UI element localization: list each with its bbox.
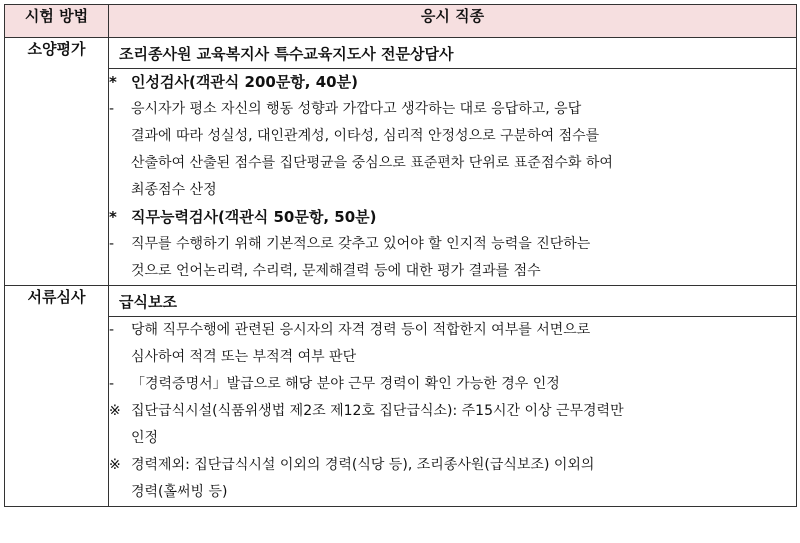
- aptitude-detail: [109, 69, 797, 286]
- dash: -: [109, 236, 115, 252]
- list-item-text: 당해 직무수행에 관련된 응시자의 자격 경력 등이 적합한지 여부를 서면으로 심사하여 적격 또는 부적격 여부 판단: [131, 322, 591, 365]
- dash: -: [109, 101, 115, 117]
- bullet: *: [109, 73, 117, 91]
- competency-test-title: [109, 204, 796, 231]
- note-item: [109, 398, 796, 452]
- competency-test-desc: [109, 231, 796, 285]
- documents-jobs: 급식보조: [109, 286, 797, 317]
- personality-test-desc: [109, 96, 796, 204]
- note-text: 경력제외: 집단급식시설 이외의 경력(식당 등), 조리종사원(급식보조) 이외의 경력(홀써빙 등): [131, 457, 595, 500]
- exam-method-table: [4, 4, 797, 507]
- personality-desc-text: 응시자가 평소 자신의 행동 성향과 가깝다고 생각하는 대로 응답하고, 응답 결과에 따라 성실성, 대인관계성, 이타성, 심리적 안정성으로 구분하여 점수를 산출하여 산출된 점수를 집단평균을 중심으로 표준편차 단위로 표준점수화 하여 최종점수 산정: [131, 101, 613, 198]
- personality-test-title: [109, 69, 796, 96]
- documents-jobs-row: [5, 286, 797, 317]
- list-item: [109, 317, 796, 371]
- note-mark: ※: [109, 457, 121, 473]
- competency-desc-text: 직무를 수행하기 위해 기본적으로 갖추고 있어야 할 인지적 능력을 진단하는 것으로 언어논리력, 수리력, 문제해결력 등에 대한 평가 결과를 점수: [131, 236, 591, 279]
- header-exam-method: 시험 방법: [5, 5, 109, 38]
- personality-title-text: 인성검사(객관식 200문항, 40분): [131, 73, 358, 91]
- documents-detail-row: [5, 317, 797, 507]
- header-job-type: 응시 직종: [109, 5, 797, 38]
- aptitude-jobs-row: [5, 38, 797, 69]
- documents-label: 서류심사: [5, 286, 109, 507]
- dash: -: [109, 376, 115, 392]
- note-item: [109, 452, 796, 506]
- aptitude-detail-row: [5, 69, 797, 286]
- list-item-text: 「경력증명서」발급으로 해당 분야 근무 경력이 확인 가능한 경우 인정: [131, 376, 560, 392]
- documents-detail: [109, 317, 797, 507]
- list-item: [109, 371, 796, 398]
- aptitude-label: 소양평가: [5, 38, 109, 286]
- header-row: [5, 5, 797, 38]
- dash: -: [109, 322, 115, 338]
- note-mark: ※: [109, 403, 121, 419]
- aptitude-jobs: 조리종사원 교육복지사 특수교육지도사 전문상담사: [109, 38, 797, 69]
- note-text: 집단급식시설(식품위생법 제2조 제12호 집단급식소): 주15시간 이상 근무경력만 인정: [131, 403, 624, 446]
- competency-title-text: 직무능력검사(객관식 50문항, 50분): [131, 208, 377, 226]
- bullet: *: [109, 208, 117, 226]
